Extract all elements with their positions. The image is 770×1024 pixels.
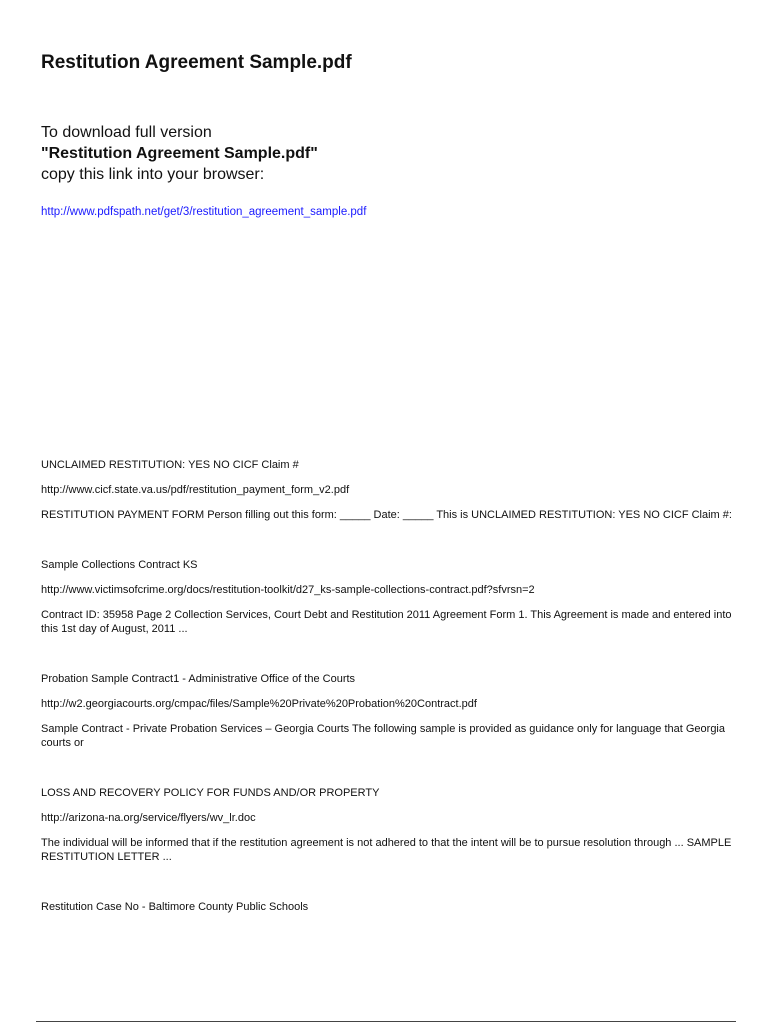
results-list [41, 458, 736, 950]
result-item [41, 900, 736, 914]
download-link[interactable]: http://www.pdfspath.net/get/3/restitution_agreement_sample.pdf [41, 206, 367, 218]
download-line-1: To download full version [41, 124, 212, 141]
result-title: Sample Collections Contract KS [41, 559, 198, 571]
download-line-3: copy this link into your browser: [41, 166, 265, 183]
result-url[interactable]: http://w2.georgiacourts.org/cmpac/files/Sample%20Private%20Probation%20Contract.pdf [41, 698, 477, 710]
result-url[interactable]: http://www.victimsofcrime.org/docs/restitution-toolkit/d27_ks-sample-collections-contract.pdf?sfvrsn=2 [41, 584, 535, 596]
result-url[interactable]: http://arizona-na.org/service/flyers/wv_lr.doc [41, 812, 256, 824]
result-url[interactable]: http://www.cicf.state.va.us/pdf/restitution_payment_form_v2.pdf [41, 484, 350, 496]
download-filename: "Restitution Agreement Sample.pdf" [41, 145, 318, 162]
document-title: Restitution Agreement Sample.pdf [41, 52, 352, 73]
result-item [41, 672, 736, 750]
page-divider [36, 1021, 736, 1022]
result-snippet: RESTITUTION PAYMENT FORM Person filling out this form: _____ Date: _____ This is UNCLAIMED RESTITUTION: YES NO CICF Claim #: [41, 509, 732, 521]
result-item [41, 558, 736, 636]
download-instructions [41, 122, 318, 185]
result-snippet: Sample Contract - Private Probation Services – Georgia Courts The following sample is provided as guidance only for language that Georgia courts or [41, 723, 725, 749]
result-title: LOSS AND RECOVERY POLICY FOR FUNDS AND/OR PROPERTY [41, 787, 380, 799]
result-item [41, 786, 736, 864]
result-item [41, 458, 736, 522]
result-title: Restitution Case No - Baltimore County Public Schools [41, 901, 309, 913]
result-title: UNCLAIMED RESTITUTION: YES NO CICF Claim # [41, 459, 299, 471]
result-snippet: Contract ID: 35958 Page 2 Collection Services, Court Debt and Restitution 2011 Agreement Form 1. This Agreement is made and entered into this 1st day of August, 2011 ... [41, 609, 732, 635]
result-title: Probation Sample Contract1 - Administrative Office of the Courts [41, 673, 356, 685]
result-snippet: The individual will be informed that if the restitution agreement is not adhered to that the intent will be to pursue resolution through ... SAMPLE RESTITUTION LETTER ... [41, 837, 732, 863]
